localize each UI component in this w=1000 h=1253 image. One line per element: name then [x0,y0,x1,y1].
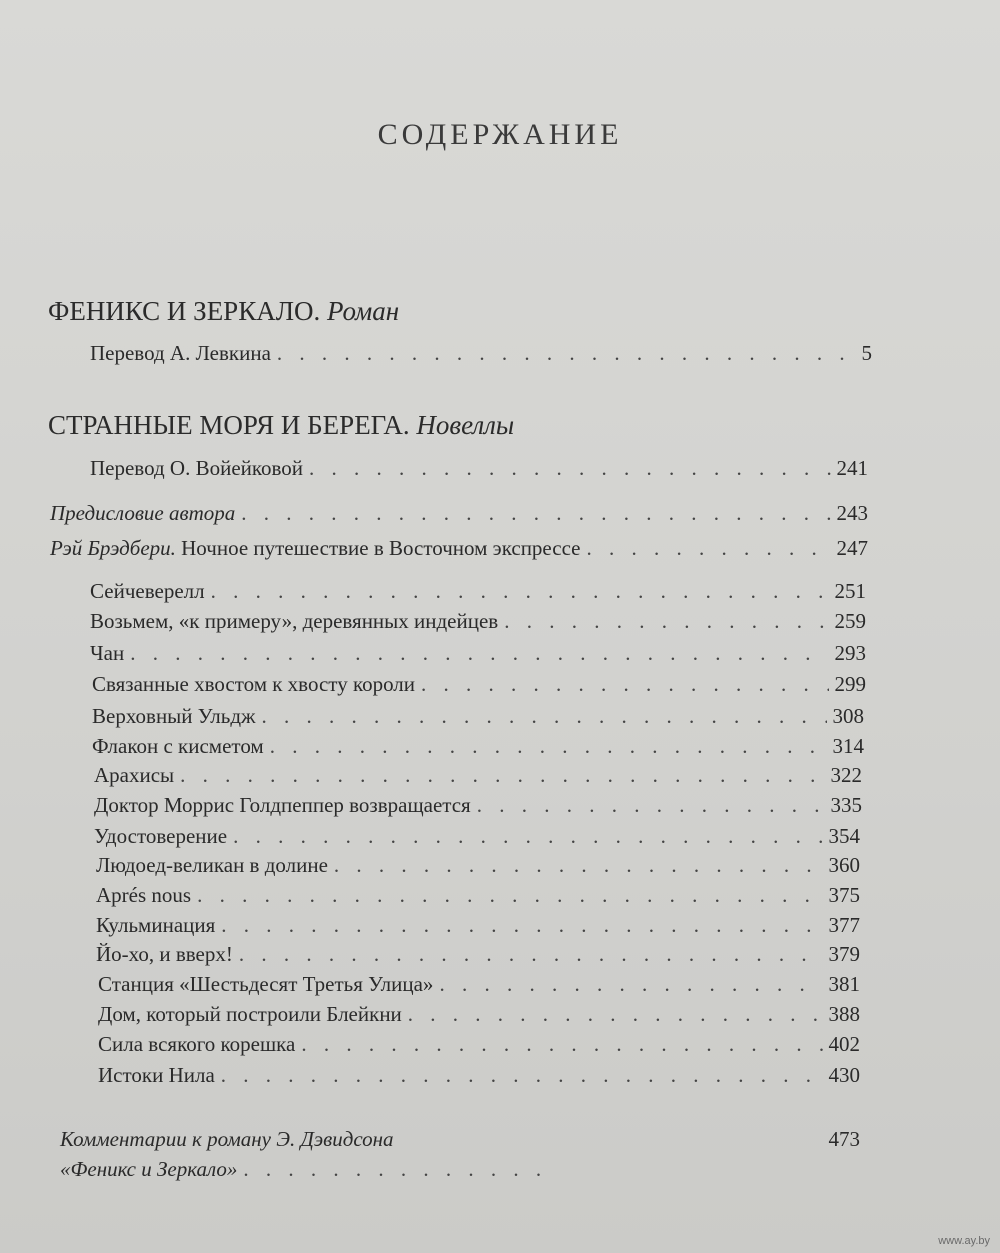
entry-page: 402 [828,1032,860,1056]
entry-page: 314 [832,734,864,758]
entry-label: Дом, который построили Блейкни [98,1002,402,1026]
leader-dots [587,535,831,561]
leader-dots [301,1031,822,1057]
entry-label: Истоки Нила [98,1063,215,1087]
entry-page: 5 [861,341,872,365]
entry-label: Предисловие автора [50,501,236,525]
toc-entry[interactable] [90,578,866,604]
leader-dots [334,852,823,878]
leader-dots [421,671,828,697]
toc-entry-translator-1[interactable] [90,340,872,366]
leader-dots [277,340,856,366]
toc-entry-comments[interactable] [60,1126,860,1152]
section-genre: Новеллы [416,410,515,440]
entry-page: 293 [834,641,866,665]
entry-page: 354 [828,824,860,848]
entry-label: Флакон с кисметом [92,734,264,758]
entry-page: 377 [828,913,860,937]
leader-dots [233,823,822,849]
leader-dots [241,500,830,526]
entry-label: Связанные хвостом к хвосту короли [92,672,416,696]
leader-dots [262,703,827,729]
section-title: СТРАННЫЕ МОРЯ И БЕРЕГА. [48,410,410,440]
entry-label: Станция «Шестьдесят Третья Улица» [98,972,434,996]
entry-label: Йо-хо, и вверх! [96,942,233,966]
entry-page: 375 [828,883,860,907]
entry-label: Арахисы [94,763,175,787]
section-genre: Роман [327,296,400,326]
leader-dots [180,762,824,788]
toc-entry-translator-2[interactable] [90,455,868,481]
entry-label: Людоед-великан в долине [96,853,328,877]
toc-entry[interactable] [94,792,862,818]
toc-entry[interactable] [94,762,862,788]
toc-entry[interactable] [90,608,866,634]
entry-label: Возьмем, «к примеру», деревянных индейцев [90,609,499,633]
leader-dots [211,578,829,604]
leader-dots [439,971,822,997]
page-title: СОДЕРЖАНИЕ [377,118,623,151]
entry-label [50,535,581,561]
toc-entry[interactable] [92,671,866,697]
entry-label: Верховный Ульдж [92,704,256,728]
toc-entry[interactable] [90,640,866,666]
toc-entry[interactable] [98,1001,860,1027]
leader-dots [130,640,828,666]
entry-page: 379 [828,942,860,966]
toc-entry[interactable] [92,733,864,759]
section-heading-phoenix [48,296,399,327]
entry-label: Перевод А. Левкина [90,341,271,365]
toc-entry[interactable] [98,1031,860,1057]
leader-dots [504,608,828,634]
entry-page: 360 [828,853,860,877]
entry-label: Сила всякого корешка [98,1032,296,1056]
toc-entry[interactable] [96,852,860,878]
section-heading-strange-seas [48,410,514,441]
entry-page: 473 [828,1127,860,1151]
entry-label: Кульминация [96,913,216,937]
toc-entry[interactable] [92,703,864,729]
entry-label: Сейчеверелл [90,579,205,603]
toc-entry-comments-cont[interactable] [60,1156,560,1182]
entry-page: 381 [828,972,860,996]
entry-label: «Феникс и Зеркало» [60,1157,238,1181]
leader-dots [221,912,822,938]
entry-page: 251 [834,579,866,603]
entry-page: 259 [834,609,866,633]
leader-dots [243,1156,554,1182]
toc-entry-bradbury[interactable] [50,535,868,561]
toc-entry[interactable] [96,882,860,908]
leader-dots [239,941,823,967]
entry-title: Ночное путешествие в Восточном экспрессе [181,536,581,560]
entry-page: 335 [830,793,862,817]
leader-dots [197,882,822,908]
leader-dots [270,733,827,759]
entry-page: 247 [836,536,868,560]
entry-label: Aprés nous [96,883,192,907]
entry-page: 299 [834,672,866,696]
leader-dots [477,792,825,818]
toc-entry-preface[interactable] [50,500,868,526]
entry-page: 388 [828,1002,860,1026]
entry-label: Комментарии к роману Э. Дэвидсона [60,1127,394,1151]
entry-label: Перевод О. Войейковой [90,456,304,480]
toc-entry[interactable] [98,971,860,997]
site-watermark: www.ay.by [938,1235,990,1247]
toc-entry[interactable] [98,1062,860,1088]
leader-dots [408,1001,823,1027]
entry-author: Рэй Брэдбери. [50,536,176,560]
toc-entry[interactable] [96,912,860,938]
entry-page: 243 [836,501,868,525]
entry-page: 322 [830,763,862,787]
section-title: ФЕНИКС И ЗЕРКАЛО. [48,296,321,326]
entry-page: 308 [832,704,864,728]
entry-page: 430 [828,1063,860,1087]
toc-entry[interactable] [96,941,860,967]
entry-label: Доктор Моррис Голдпеппер возвращается [94,793,471,817]
entry-label: Удостоверение [94,824,228,848]
leader-dots [309,455,830,481]
entry-page: 241 [836,456,868,480]
leader-dots [221,1062,823,1088]
toc-entry[interactable] [94,823,860,849]
entry-label: Чан [90,641,125,665]
